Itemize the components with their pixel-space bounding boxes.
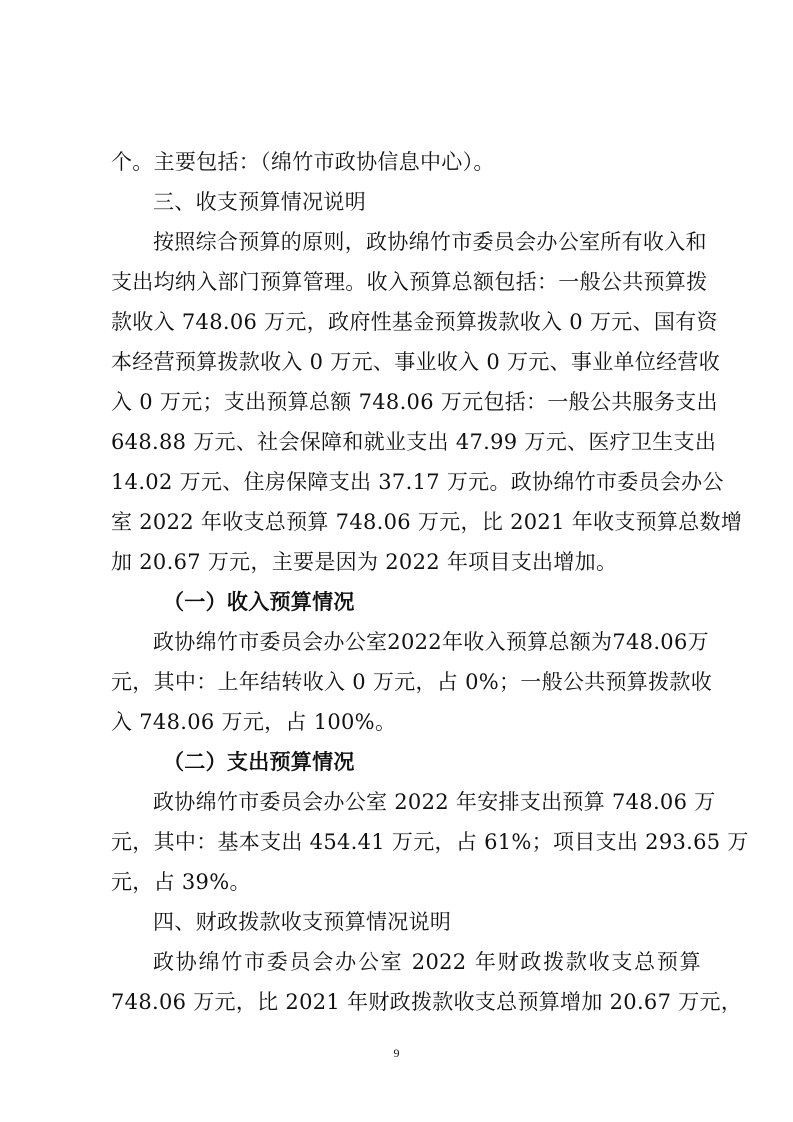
subsection-heading: （一）收入预算情况 [163,590,355,614]
subsection-heading: （二）支出预算情况 [163,750,355,774]
paragraph-line: 14.02 万元、住房保障支出 37.17 万元。政协绵竹市委员会办公 [111,470,724,494]
paragraph-line: 元，占 39%。 [111,870,251,894]
paragraph-line: 个。主要包括：（绵竹市政协信息中心）。 [111,150,495,174]
paragraph-line: 748.06 万元，比 2021 年财政拨款收支总预算增加 20.67 万元， [111,990,743,1014]
paragraph-line: 入 0 万元；支出预算总额 748.06 万元包括：一般公共服务支出 [111,390,718,414]
paragraph-line: 元，其中：上年结转收入 0 万元，占 0%；一般公共预算拨款收 [111,670,712,694]
paragraph-line: 政协绵竹市委员会办公室 2022 年安排支出预算 748.06 万 [153,790,716,814]
paragraph-line: 入 748.06 万元，占 100%。 [111,710,397,734]
paragraph-line: 元，其中：基本支出 454.41 万元，占 61%；项目支出 293.65 万 [111,830,749,854]
section-heading: 四、财政拨款收支预算情况说明 [153,910,452,934]
paragraph-line: 室 2022 年收支总预算 748.06 万元，比 2021 年收支预算总数增 [111,510,743,534]
paragraph-line: 政协绵竹市委员会办公室2022年收入预算总额为748.06万 [153,630,709,654]
paragraph-line: 按照综合预算的原则，政协绵竹市委员会办公室所有收入和 [153,230,707,254]
paragraph-line: 支出均纳入部门预算管理。收入预算总额包括：一般公共预算拨 [111,270,708,294]
page-number: 9 [393,1046,400,1060]
paragraph-line: 648.88 万元、社会保障和就业支出 47.99 万元、医疗卫生支出 [111,430,717,454]
paragraph-line: 加 20.67 万元，主要是因为 2022 年项目支出增加。 [111,550,618,574]
paragraph-line: 政协绵竹市委员会办公室 2022 年财政拨款收支总预算 [153,950,701,974]
paragraph-line: 款收入 748.06 万元，政府性基金预算拨款收入 0 万元、国有资 [111,310,718,334]
section-heading: 三、收支预算情况说明 [153,190,366,214]
paragraph-line: 本经营预算拨款收入 0 万元、事业收入 0 万元、事业单位经营收 [111,350,721,374]
